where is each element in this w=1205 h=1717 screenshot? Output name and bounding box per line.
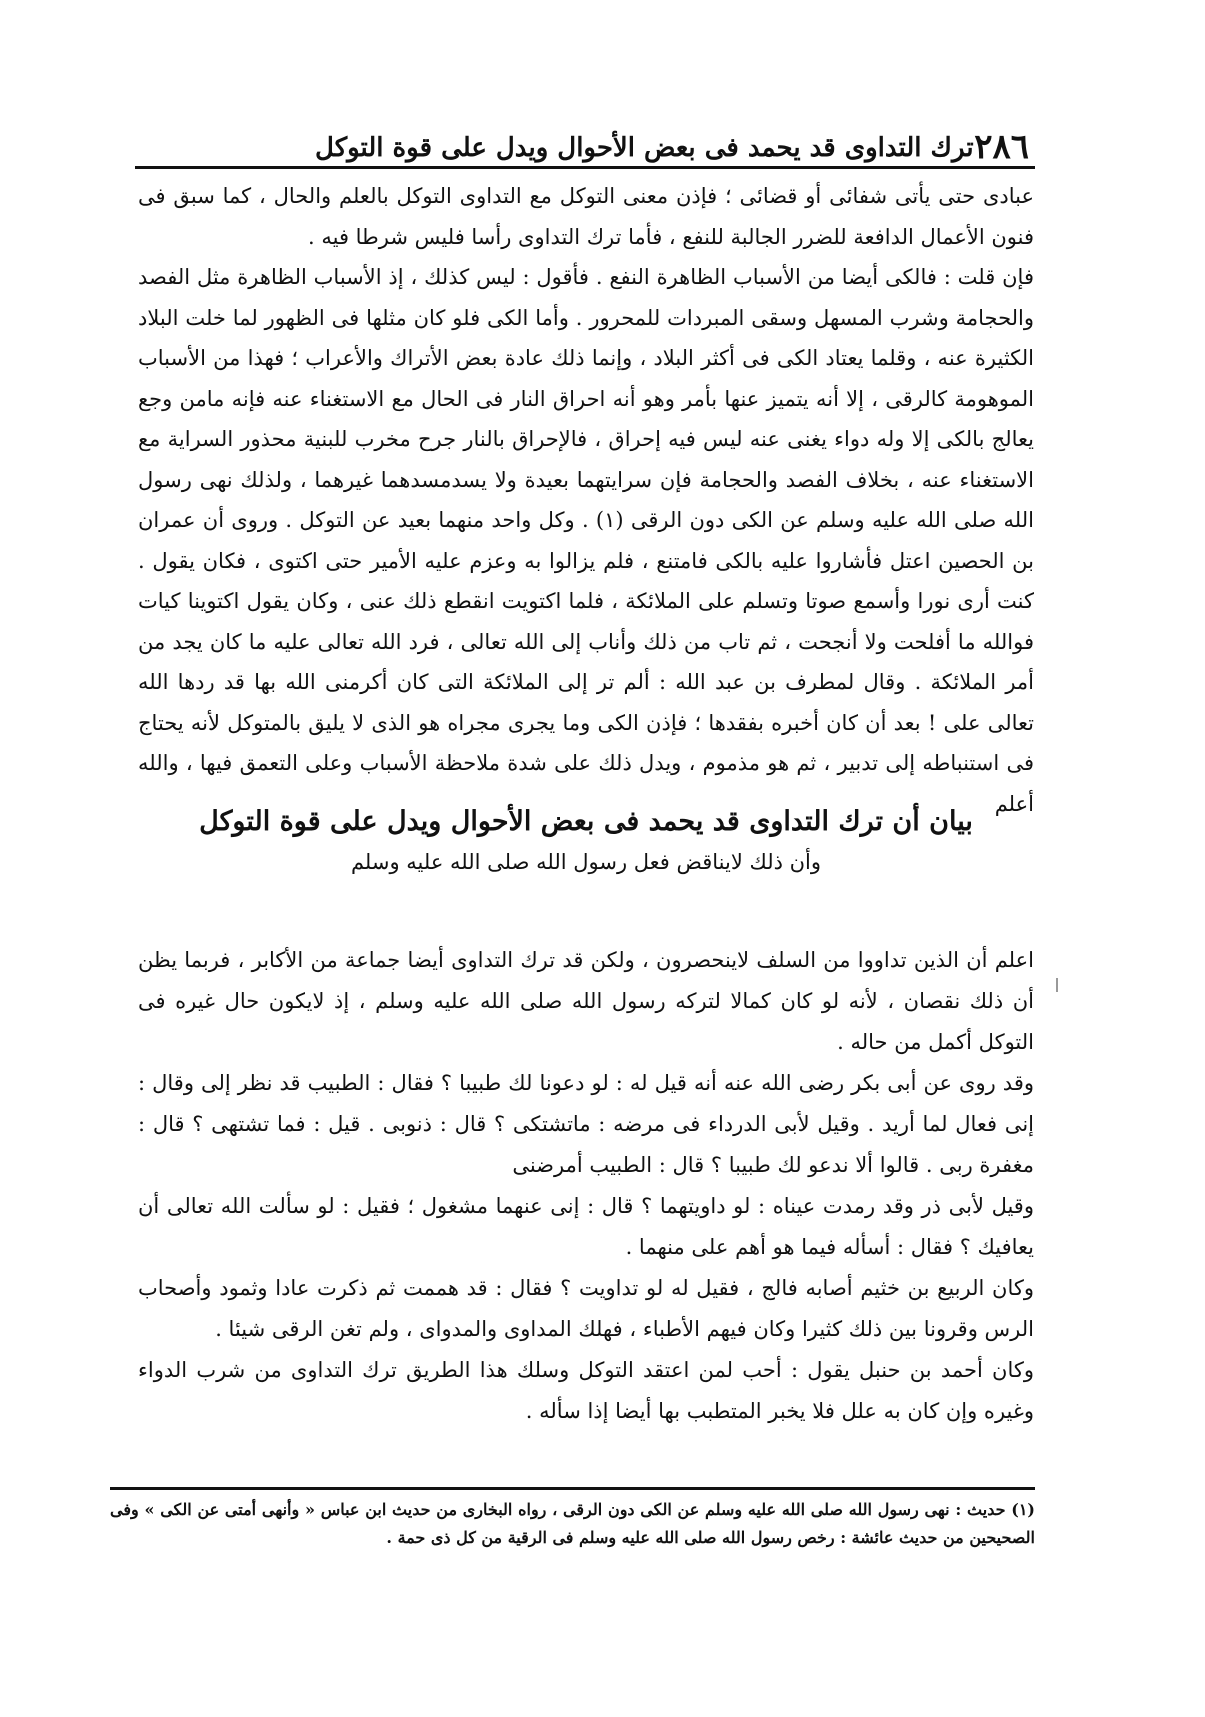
main-text-block-1 [138,176,1034,824]
page-header [130,118,1035,167]
footnote: (١) حديث : نهى رسول الله صلى الله عليه وسلم عن الكى دون الرقى ، رواه البخارى من حديث ابن عباس « وأنهى أمتى عن الكى » وفى الصحيحين من حديث عائشة : رخص رسول الله صلى الله عليه وسلم فى الرقية من كل ذى حمة . [110,1500,1035,1547]
section-title: بيان أن ترك التداوى قد يحمد فى بعض الأحوال ويدل على قوة التوكل [199,806,973,837]
main-text-block-2 [138,940,1034,1432]
paragraph: عبادى حتى يأتى شفائى أو قضائى ؛ فإذن معنى التوكل مع التداوى التوكل بالعلم والحال ، كما سبق فى فنون الأعمال الدافعة للضرر الجالبة للنفع ، فأما ترك التداوى رأسا فليس شرطا فيه . [138,184,1034,249]
footnotes [110,1496,1035,1552]
header-divider [135,166,1035,169]
section-subtitle: وأن ذلك لايناقض فعل رسول الله صلى الله عليه وسلم [350,850,822,874]
paragraph: اعلم أن الذين تداووا من السلف لاينحصرون ، ولكن قد ترك التداوى أيضا جماعة من الأكابر ، فربما يظن أن ذلك نقصان ، لأنه لو كان كمالا لتركه رسول الله صلى الله عليه وسلم ، إذ لايكون حال غيره فى التوكل أكمل من حاله . [138,948,1034,1054]
paragraph: وكان أحمد بن حنبل يقول : أحب لمن اعتقد التوكل وسلك هذا الطريق ترك التداوى من شرب الدواء وغيره وإن كان به علل فلا يخبر المتطبب بها أيضا إذا سأله . [138,1358,1034,1423]
page-number: ٢٨٦ [974,127,1029,167]
running-title: ترك التداوى قد يحمد فى بعض الأحوال ويدل على قوة التوكل [315,132,974,163]
paragraph: وقد روى عن أبى بكر رضى الله عنه أنه قيل له : لو دعونا لك طبيبا ؟ فقال : الطبيب قد نظر إلى وقال : إنى فعال لما أريد . وقيل لأبى الدرداء فى مرضه : ماتشتكى ؟ قال : ذنوبى . قيل : فما تشتهى ؟ قال : مغفرة ربى . قالوا ألا ندعو لك طبيبا ؟ قال : الطبيب أمرضنى [138,1071,1034,1177]
margin-mark [1056,978,1058,992]
paragraph: فإن قلت : فالكى أيضا من الأسباب الظاهرة النفع . فأقول : ليس كذلك ، إذ الأسباب الظاهرة مثل الفصد والحجامة وشرب المسهل وسقى المبردات للمحرور . وأما الكى فلو كان مثلها فى الظهور لما خلت البلاد الكثيرة عنه ، وقلما يعتاد الكى فى أكثر البلاد ، وإنما ذلك عادة بعض الأتراك والأعراب ؛ فهذا من الأسباب الموهومة كالرقى ، إلا أنه يتميز عنها بأمر وهو أنه احراق النار فى الحال مع الاستغناء عنه فإنه مامن وجع يعالج بالكى إلا وله دواء يغنى عنه ليس فيه إحراق ، فالإحراق بالنار جرح مخرب للبنية محذور السراية مع الاستغناء عنه ، بخلاف الفصد والحجامة فإن سرايتهما بعيدة ولا يسدمسدهما غيرهما ، ولذلك نهى رسول الله صلى الله عليه وسلم عن الكى دون الرقى (١) . وكل واحد منهما بعيد عن التوكل . وروى أن عمران بن الحصين اعتل فأشاروا عليه بالكى فامتنع ، فلم يزالوا به وعزم عليه الأمير حتى اكتوى ، فكان يقول . كنت أرى نورا وأسمع صوتا وتسلم على الملائكة ، فلما اكتويت انقطع ذلك عنى ، وكان يقول اكتوينا كيات فوالله ما أفلحت ولا أنجحت ، ثم تاب من ذلك وأناب إلى الله تعالى ، فرد الله تعالى عليه ما كان يجد من أمر الملائكة . وقال لمطرف بن عبد الله : ألم تر إلى الملائكة التى كان أكرمنى الله بها قد ردها الله تعالى على ! بعد أن كان أخبره بفقدها ؛ فإذن الكى وما يجرى مجراه هو الذى لا يليق بالمتوكل لأنه يحتاج فى استنباطه إلى تدبير ، ثم هو مذموم ، ويدل ذلك على شدة ملاحظة الأسباب وعلى التعمق فيها ، والله أعلم [138,265,1034,816]
section-heading [138,800,1034,880]
paragraph: وقيل لأبى ذر وقد رمدت عيناه : لو داويتهما ؟ قال : إنى عنهما مشغول ؛ فقيل : لو سألت الله تعالى أن يعافيك ؟ فقال : أسأله فيما هو أهم على منهما . [138,1194,1034,1259]
footnote-divider [110,1487,1035,1490]
paragraph: وكان الربيع بن خثيم أصابه فالج ، فقيل له لو تداويت ؟ فقال : قد هممت ثم ذكرت عادا وثمود وأصحاب الرس وقرونا بين ذلك كثيرا وكان فيهم الأطباء ، فهلك المداوى والمدواى ، ولم تغن الرقى شيئا . [138,1276,1034,1341]
